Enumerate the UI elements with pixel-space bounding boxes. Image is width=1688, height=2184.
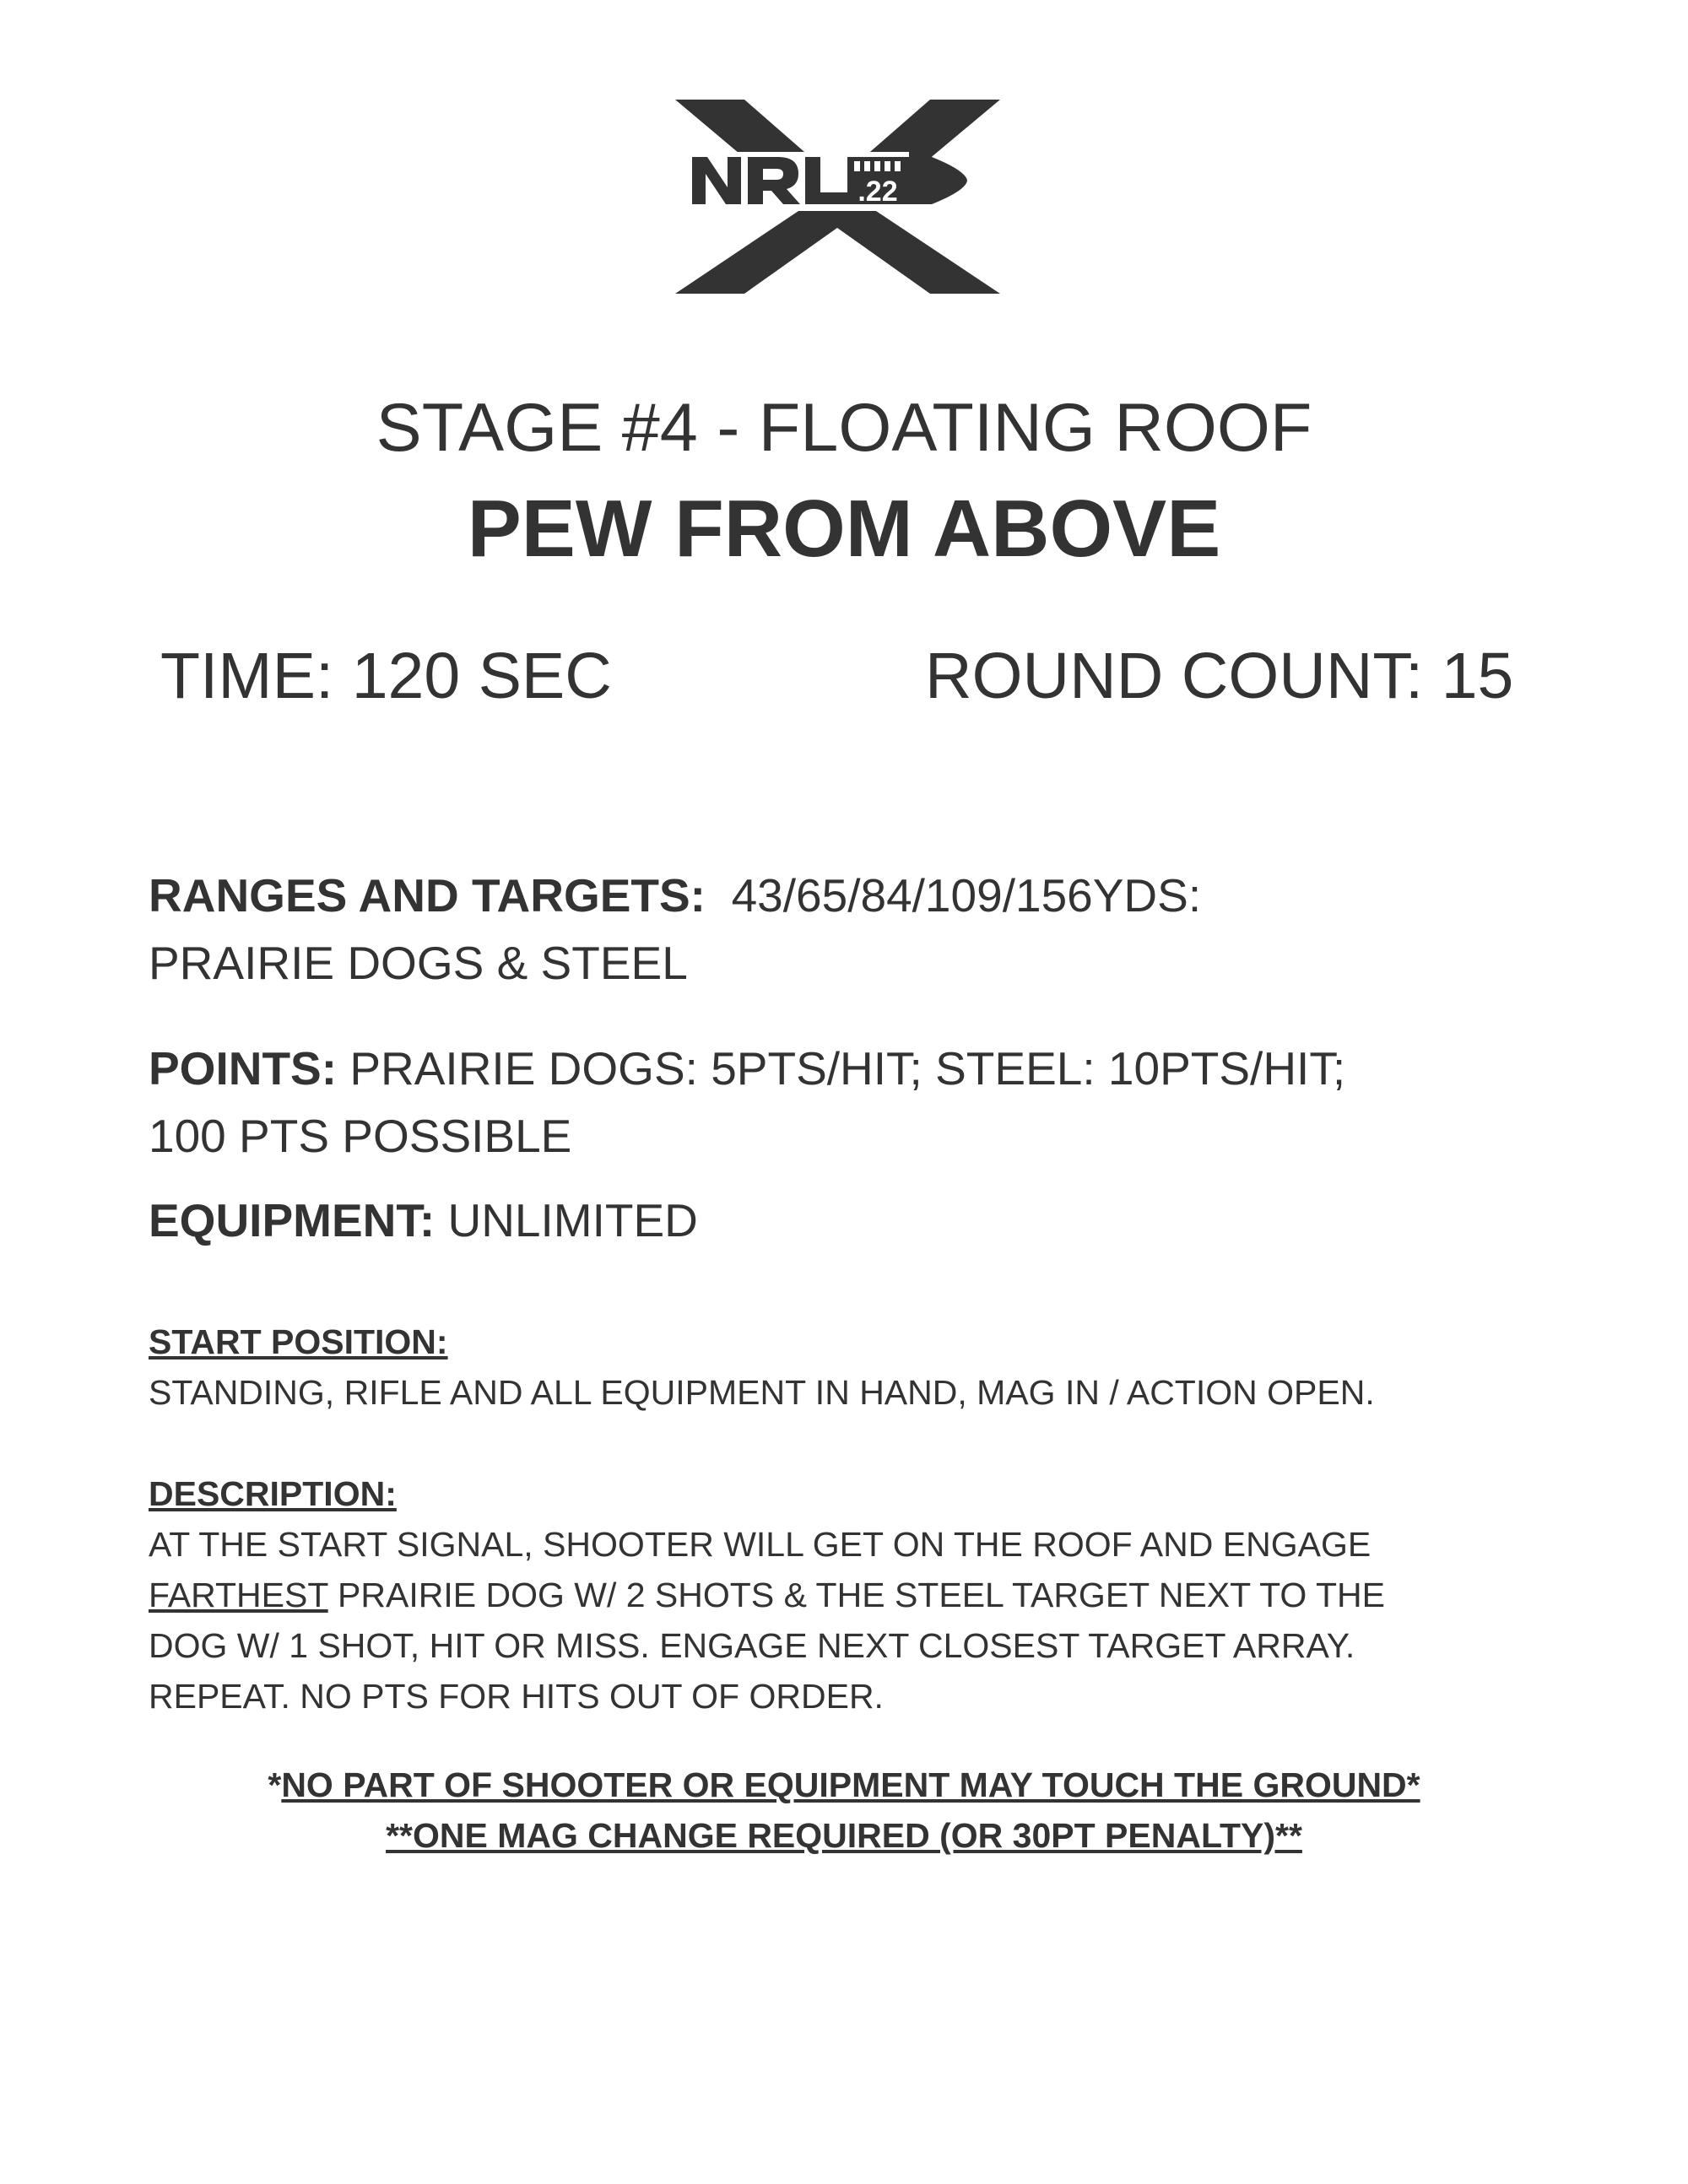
start-position-text: STANDING, RIFLE AND ALL EQUIPMENT IN HAND, MAG IN / ACTION OPEN.	[149, 1373, 1375, 1412]
start-position-section	[149, 1316, 1375, 1418]
start-position-label: START POSITION:	[149, 1322, 448, 1361]
mag-change-text: **ONE MAG CHANGE REQUIRED (OR 30PT PENALTY)**	[386, 1816, 1302, 1855]
description-line-1: AT THE START SIGNAL, SHOOTER WILL GET ON THE ROOF AND ENGAGE	[149, 1525, 1372, 1564]
description-label: DESCRIPTION:	[149, 1474, 397, 1513]
nrl22-logo	[675, 100, 1000, 294]
stage-title: STAGE #4 - FLOATING ROOF	[376, 390, 1312, 466]
ground-rule-prefix: *	[268, 1765, 282, 1804]
ground-rule-note	[0, 1760, 1688, 1810]
points-value: PRAIRIE DOGS: 5PTS/HIT; STEEL: 10PTS/HIT;	[349, 1042, 1346, 1095]
logo-caliber: .22	[858, 176, 898, 208]
ranges-targets: PRAIRIE DOGS & STEEL	[149, 937, 688, 989]
ranges-value: 43/65/84/109/156YDS:	[731, 869, 1202, 922]
description-emphasis: FARTHEST	[149, 1576, 328, 1614]
equipment-section	[149, 1194, 698, 1246]
description-line-2-rest: PRAIRIE DOG W/ 2 SHOTS & THE STEEL TARGET NEXT TO THE	[327, 1576, 1385, 1614]
nrl22-x-logo-icon	[675, 100, 1000, 294]
ground-rule-text: NO PART OF SHOOTER OR EQUIPMENT MAY TOUCH THE GROUND*	[281, 1765, 1420, 1804]
description-line-4: REPEAT. NO PTS FOR HITS OUT OF ORDER.	[149, 1677, 884, 1716]
equipment-value: UNLIMITED	[447, 1194, 698, 1246]
points-label: POINTS:	[149, 1042, 338, 1095]
description-line-2	[149, 1570, 1385, 1620]
points-total: 100 PTS POSSIBLE	[149, 1110, 572, 1162]
description-section	[149, 1468, 1385, 1722]
description-line-3: DOG W/ 1 SHOT, HIT OR MISS. ENGAGE NEXT CLOSEST TARGET ARRAY.	[149, 1626, 1355, 1665]
equipment-label: EQUIPMENT:	[149, 1194, 436, 1246]
mag-change-note	[0, 1810, 1688, 1861]
ranges-section	[149, 869, 1201, 989]
ranges-label: RANGES AND TARGETS:	[149, 869, 706, 922]
round-count: ROUND COUNT: 15	[925, 640, 1514, 712]
stage-name: PEW FROM ABOVE	[467, 484, 1221, 574]
time-limit: TIME: 120 SEC	[160, 640, 612, 712]
points-section	[149, 1042, 1345, 1162]
